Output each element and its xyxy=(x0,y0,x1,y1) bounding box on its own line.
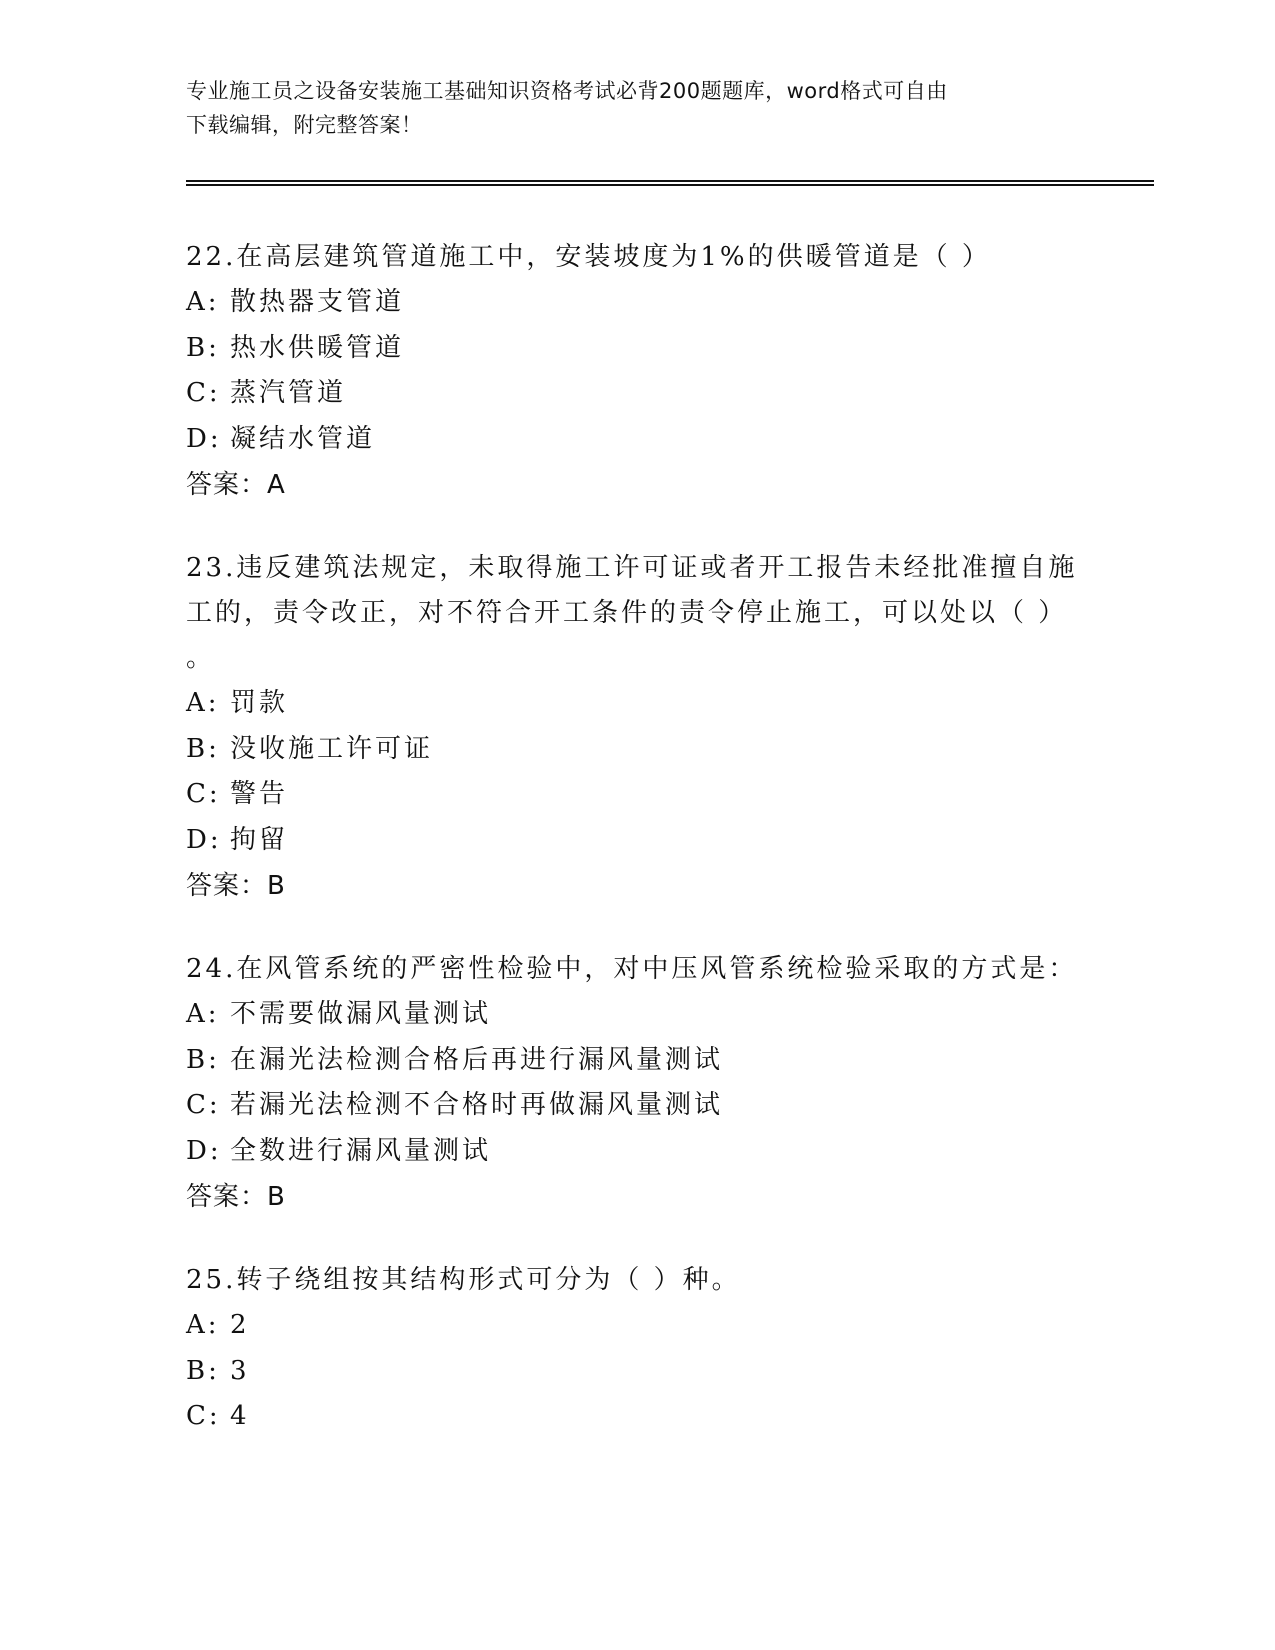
option-row xyxy=(186,1083,1086,1129)
option-text: 没收施工许可证 xyxy=(230,733,434,764)
option-text: 不需要做漏风量测试 xyxy=(230,999,492,1029)
question-stem-line: 。 xyxy=(186,643,216,673)
option-row xyxy=(186,772,1086,818)
option-label: D: xyxy=(186,423,222,454)
option-label: C: xyxy=(186,779,221,809)
question-stem-line: 25.转子绕组按其结构形式可分为（ ）种。 xyxy=(186,1265,741,1295)
option-row xyxy=(186,371,1086,417)
question-block xyxy=(186,947,1086,1220)
header-line-2: 下载编辑，附完整答案！ xyxy=(186,113,423,137)
option-text: 若漏光法检测不合格时再做漏风量测试 xyxy=(230,1090,724,1120)
option-text: 热水供暖管道 xyxy=(230,332,405,363)
option-label: C: xyxy=(186,378,221,408)
option-row xyxy=(186,992,1086,1038)
option-label: A: xyxy=(186,999,220,1029)
question-list xyxy=(186,235,1086,1478)
option-row xyxy=(186,1394,1086,1440)
option-text: 全数进行漏风量测试 xyxy=(230,1135,492,1166)
option-label: A: xyxy=(186,1310,220,1340)
option-row xyxy=(186,280,1086,326)
option-row xyxy=(186,1349,1086,1395)
option-row xyxy=(186,417,1086,463)
question-stem-line: 23.违反建筑法规定，未取得施工许可证或者开工报告未经批准擅自施 xyxy=(186,553,1078,583)
header-rule-top xyxy=(186,180,1154,182)
option-row xyxy=(186,1303,1086,1349)
option-text: 2 xyxy=(230,1310,250,1340)
option-label: D: xyxy=(186,824,222,855)
answer-line: 答案：B xyxy=(186,1182,286,1212)
answer-line: 答案：B xyxy=(186,871,286,901)
option-text: 蒸汽管道 xyxy=(230,378,347,408)
option-label: D: xyxy=(186,1135,222,1166)
option-row xyxy=(186,727,1086,773)
option-row xyxy=(186,326,1086,372)
option-text: 在漏光法检测合格后再进行漏风量测试 xyxy=(230,1044,724,1075)
answer-line: 答案：A xyxy=(186,470,286,500)
question-stem-line: 工的，责令改正，对不符合开工条件的责令停止施工，可以处以（ ） xyxy=(186,598,1068,628)
option-text: 凝结水管道 xyxy=(230,423,376,454)
option-label: B: xyxy=(186,733,220,764)
question-block xyxy=(186,546,1086,909)
option-label: C: xyxy=(186,1090,221,1120)
question-stem-line: 24.在风管系统的严密性检验中，对中压风管系统检验采取的方式是： xyxy=(186,954,1078,984)
option-row xyxy=(186,1038,1086,1084)
option-label: A: xyxy=(186,688,220,718)
option-label: A: xyxy=(186,287,220,317)
question-block xyxy=(186,235,1086,508)
option-text: 4 xyxy=(230,1401,250,1431)
option-text: 散热器支管道 xyxy=(230,287,405,317)
option-text: 3 xyxy=(230,1355,250,1386)
option-text: 罚款 xyxy=(230,688,289,718)
option-text: 拘留 xyxy=(230,824,289,855)
option-label: B: xyxy=(186,1044,220,1075)
option-row xyxy=(186,681,1086,727)
option-label: B: xyxy=(186,1355,220,1386)
option-row xyxy=(186,1129,1086,1175)
header-line-1: 专业施工员之设备安装施工基础知识资格考试必背200题题库，word格式可自由 xyxy=(186,79,948,103)
option-label: B: xyxy=(186,332,220,363)
question-stem-line: 22.在高层建筑管道施工中，安装坡度为1%的供暖管道是（ ） xyxy=(186,242,991,272)
question-block xyxy=(186,1258,1086,1440)
option-text: 警告 xyxy=(230,779,289,809)
option-row xyxy=(186,818,1086,864)
header-rule-bottom xyxy=(186,184,1154,186)
option-label: C: xyxy=(186,1401,221,1431)
document-header xyxy=(186,74,1066,142)
